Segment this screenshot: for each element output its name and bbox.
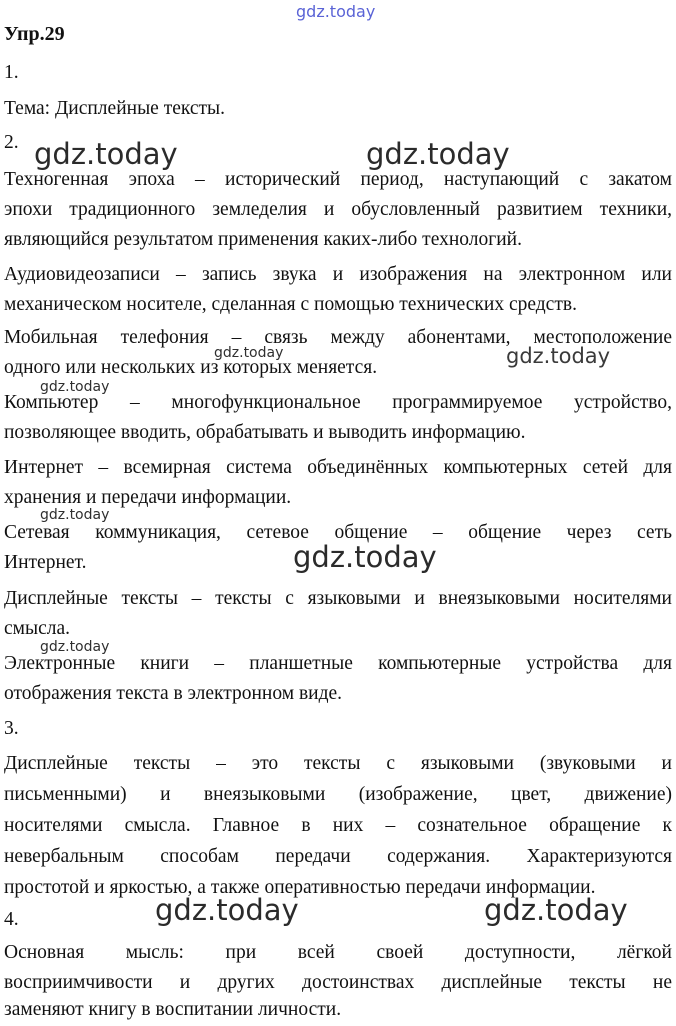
section-number-1: 1. bbox=[4, 62, 19, 83]
watermark: gdz.today bbox=[40, 639, 110, 655]
section-number-3: 3. bbox=[4, 718, 19, 739]
text-line: одного или нескольких из которых меняется. bbox=[4, 357, 378, 378]
text-line: Интернет – всемирная система объединённых компьютерных сетей для bbox=[4, 457, 672, 478]
text-line: Аудиовидеозаписи – запись звука и изображения на электронном или bbox=[4, 264, 672, 285]
text-line: Дисплейные тексты – это тексты с языковыми (звуковыми и bbox=[4, 753, 672, 774]
text-line: восприимчивости и других достоинствах дисплейные тексты не bbox=[4, 972, 672, 993]
exercise-heading: Упр.29 bbox=[4, 23, 65, 45]
text-line: Дисплейные тексты – тексты с языковыми и внеязыковыми носителями bbox=[4, 588, 672, 609]
watermark: gdz.today bbox=[484, 893, 628, 927]
text-line: хранения и передачи информации. bbox=[4, 487, 292, 508]
watermark: gdz.today bbox=[40, 379, 110, 395]
watermark: gdz.today bbox=[155, 893, 299, 927]
watermark: gdz.today bbox=[214, 345, 284, 361]
watermark: gdz.today bbox=[40, 507, 110, 523]
watermark: gdz.today bbox=[293, 540, 437, 574]
text-line: позволяющее вводить, обрабатывать и выводить информацию. bbox=[4, 422, 526, 443]
section-number-4: 4. bbox=[4, 909, 19, 930]
text-line: эпохи традиционного земледелия и обусловленный развитием техники, bbox=[4, 199, 672, 220]
watermark: gdz.today bbox=[366, 137, 510, 171]
text-line: Мобильная телефония – связь между абонентами, местоположение bbox=[4, 327, 672, 348]
text-line: Электронные книги – планшетные компьютерные устройства для bbox=[4, 653, 672, 674]
text-line: отображения текста в электронном виде. bbox=[4, 683, 343, 704]
text-line: Техногенная эпоха – исторический период, наступающий с закатом bbox=[4, 169, 672, 190]
text-line: Основная мысль: при всей своей доступности, лёгкой bbox=[4, 942, 672, 963]
watermark: gdz.today bbox=[34, 137, 178, 171]
watermark-top: gdz.today bbox=[296, 2, 376, 21]
text-line: носителями смысла. Главное в них – сознательное обращение к bbox=[4, 815, 672, 836]
text-line: механическом носителе, сделанная с помощью технических средств. bbox=[4, 294, 577, 315]
text-line: невербальным способам передачи содержания. Характеризуются bbox=[4, 846, 672, 867]
text-line: письменными) и внеязыковыми (изображение, цвет, движение) bbox=[4, 784, 672, 805]
topic-line: Тема: Дисплейные тексты. bbox=[4, 98, 226, 119]
text-line: заменяют книгу в воспитании личности. bbox=[4, 999, 342, 1020]
text-line: являющийся результатом применения каких-либо технологий. bbox=[4, 229, 522, 250]
text-line: Компьютер – многофункциональное программируемое устройство, bbox=[4, 392, 672, 413]
section-number-2: 2. bbox=[4, 132, 19, 153]
text-line: Сетевая коммуникация, сетевое общение – общение через сеть bbox=[4, 522, 672, 543]
text-line: смысла. bbox=[4, 618, 71, 639]
watermark: gdz.today bbox=[506, 344, 611, 368]
text-line: простотой и яркостью, а также оперативностью передачи информации. bbox=[4, 877, 596, 898]
text-line: Интернет. bbox=[4, 552, 87, 573]
